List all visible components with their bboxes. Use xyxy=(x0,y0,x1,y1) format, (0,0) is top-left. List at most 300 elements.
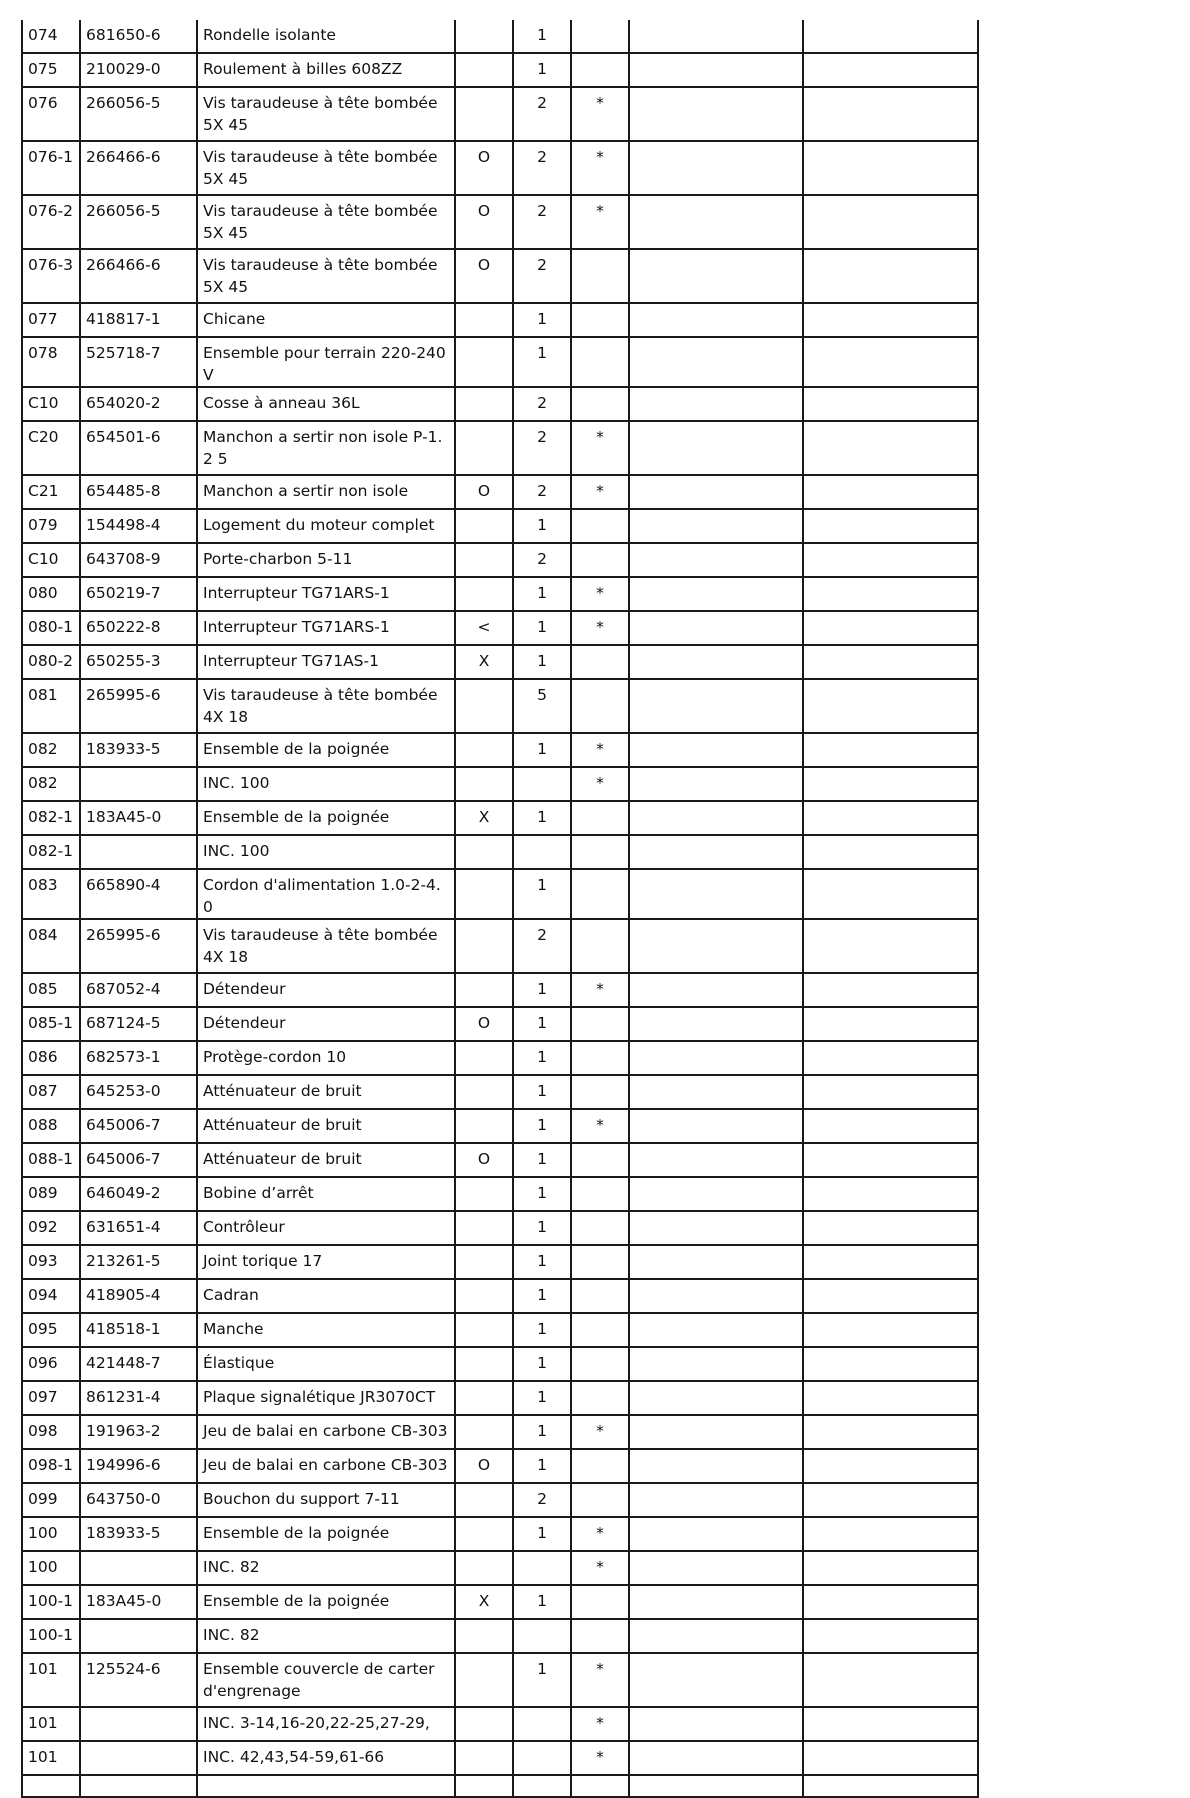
table-row xyxy=(22,1449,978,1483)
part-number-cell-text xyxy=(86,1742,191,1746)
blank-cell xyxy=(803,303,978,337)
note-cell-text xyxy=(577,1382,623,1386)
quantity-cell xyxy=(513,679,571,733)
item-number-cell-text: 080 xyxy=(28,584,58,602)
blank-cell xyxy=(629,1551,803,1585)
quantity-cell-text: 1 xyxy=(537,1592,547,1610)
description-cell-text: Atténuateur de bruit xyxy=(203,1150,362,1168)
item-number-cell-text: 081 xyxy=(28,686,58,704)
part-number-cell-text: 125524-6 xyxy=(86,1660,161,1678)
note-cell-text xyxy=(577,544,623,548)
blank-cell xyxy=(803,1177,978,1211)
item-number-cell-text: 100-1 xyxy=(28,1626,74,1644)
blank-cell xyxy=(803,1619,978,1653)
blank-cell xyxy=(629,141,803,195)
table-row xyxy=(22,1585,978,1619)
note-cell xyxy=(571,509,629,543)
table-row xyxy=(22,53,978,87)
blank-cell xyxy=(629,679,803,733)
part-number-cell xyxy=(80,1483,197,1517)
part-number-cell-text: 421448-7 xyxy=(86,1354,161,1372)
quantity-cell xyxy=(513,1347,571,1381)
option-cell-text xyxy=(461,1348,507,1352)
quantity-cell xyxy=(513,1551,571,1585)
description-cell-text: Logement du moteur complet xyxy=(203,516,435,534)
note-cell xyxy=(571,1741,629,1775)
blank-cell xyxy=(803,1245,978,1279)
option-cell-text xyxy=(461,388,507,392)
quantity-cell xyxy=(513,733,571,767)
item-number-cell xyxy=(22,1279,80,1313)
description-cell xyxy=(197,733,455,767)
item-number-cell xyxy=(22,1245,80,1279)
parts-list-sheet xyxy=(21,20,977,1766)
blank-cell xyxy=(629,645,803,679)
quantity-cell-text: 2 xyxy=(537,202,547,220)
note-cell-text xyxy=(577,338,623,342)
blank-cell xyxy=(803,543,978,577)
description-cell xyxy=(197,1347,455,1381)
part-number-cell xyxy=(80,1177,197,1211)
blank-cell xyxy=(803,1109,978,1143)
part-number-cell-text: 525718-7 xyxy=(86,344,161,362)
blank-cell xyxy=(629,1211,803,1245)
quantity-cell xyxy=(513,1177,571,1211)
part-number-cell xyxy=(80,1381,197,1415)
note-cell-text: * xyxy=(596,980,604,998)
note-cell-text xyxy=(577,1042,623,1046)
part-number-cell xyxy=(80,1109,197,1143)
quantity-cell xyxy=(513,973,571,1007)
table-row xyxy=(22,475,978,509)
item-number-cell xyxy=(22,733,80,767)
description-cell-text: INC. 82 xyxy=(203,1626,260,1644)
quantity-cell xyxy=(513,1619,571,1653)
quantity-cell xyxy=(513,1143,571,1177)
description-cell-text: Contrôleur xyxy=(203,1218,285,1236)
note-cell xyxy=(571,1653,629,1707)
option-cell xyxy=(455,869,513,919)
table-row xyxy=(22,679,978,733)
description-cell xyxy=(197,53,455,87)
item-number-cell xyxy=(22,1313,80,1347)
note-cell-text xyxy=(577,646,623,650)
part-number-cell xyxy=(80,1211,197,1245)
quantity-cell-text: 1 xyxy=(537,808,547,826)
description-cell xyxy=(197,1707,455,1741)
option-cell xyxy=(455,1381,513,1415)
table-row xyxy=(22,1415,978,1449)
blank-cell xyxy=(80,1775,197,1797)
option-cell-text: O xyxy=(477,256,491,274)
quantity-cell xyxy=(513,141,571,195)
table-row xyxy=(22,1551,978,1585)
quantity-cell xyxy=(513,1041,571,1075)
table-row xyxy=(22,1381,978,1415)
note-cell xyxy=(571,1483,629,1517)
part-number-cell-text: 654501-6 xyxy=(86,428,161,446)
description-cell-text: Interrupteur TG71ARS-1 xyxy=(203,584,390,602)
blank-cell xyxy=(803,1415,978,1449)
blank-cell xyxy=(803,1449,978,1483)
quantity-cell-text: 1 xyxy=(537,980,547,998)
option-cell-text xyxy=(461,1484,507,1488)
blank-cell xyxy=(629,1653,803,1707)
quantity-cell-text: 1 xyxy=(537,26,547,44)
item-number-cell-text: 084 xyxy=(28,926,58,944)
part-number-cell-text: 681650-6 xyxy=(86,26,161,44)
item-number-cell xyxy=(22,1041,80,1075)
blank-cell xyxy=(629,1707,803,1741)
description-cell xyxy=(197,919,455,973)
item-number-cell xyxy=(22,303,80,337)
note-cell-text: * xyxy=(596,202,604,220)
option-cell xyxy=(455,195,513,249)
note-cell xyxy=(571,1585,629,1619)
part-number-cell-text: 654020-2 xyxy=(86,394,161,412)
part-number-cell xyxy=(80,543,197,577)
option-cell xyxy=(455,1619,513,1653)
blank-cell xyxy=(803,1041,978,1075)
item-number-cell xyxy=(22,767,80,801)
quantity-cell-text: 1 xyxy=(537,1388,547,1406)
part-number-cell-text: 682573-1 xyxy=(86,1048,161,1066)
description-cell xyxy=(197,1449,455,1483)
description-cell-text: INC. 100 xyxy=(203,774,270,792)
blank-cell xyxy=(803,611,978,645)
table-row xyxy=(22,577,978,611)
note-cell xyxy=(571,767,629,801)
note-cell xyxy=(571,733,629,767)
note-cell xyxy=(571,973,629,1007)
description-cell-text: INC. 82 xyxy=(203,1558,260,1576)
item-number-cell-text: 099 xyxy=(28,1490,58,1508)
option-cell-text xyxy=(461,54,507,58)
quantity-cell-text: 1 xyxy=(537,516,547,534)
part-number-cell xyxy=(80,835,197,869)
blank-cell xyxy=(803,1279,978,1313)
item-number-cell xyxy=(22,1619,80,1653)
item-number-cell-text: 096 xyxy=(28,1354,58,1372)
item-number-cell xyxy=(22,973,80,1007)
quantity-cell-text xyxy=(519,768,565,772)
quantity-cell-text: 1 xyxy=(537,1660,547,1678)
table-row xyxy=(22,87,978,141)
blank-cell xyxy=(803,421,978,475)
part-number-cell xyxy=(80,801,197,835)
note-cell-text: * xyxy=(596,618,604,636)
item-number-cell-text: 092 xyxy=(28,1218,58,1236)
part-number-cell-text xyxy=(86,1708,191,1712)
item-number-cell-text: 087 xyxy=(28,1082,58,1100)
item-number-cell xyxy=(22,1585,80,1619)
blank-cell xyxy=(629,1741,803,1775)
option-cell-text xyxy=(461,870,507,874)
option-cell xyxy=(455,767,513,801)
option-cell xyxy=(455,303,513,337)
item-number-cell-text: 082 xyxy=(28,774,58,792)
quantity-cell-text: 2 xyxy=(537,926,547,944)
option-cell xyxy=(455,1211,513,1245)
item-number-cell xyxy=(22,1211,80,1245)
note-cell xyxy=(571,1551,629,1585)
description-cell xyxy=(197,1741,455,1775)
note-cell-text xyxy=(577,20,623,24)
item-number-cell-text: 098-1 xyxy=(28,1456,74,1474)
table-row xyxy=(22,1041,978,1075)
note-cell xyxy=(571,337,629,387)
item-number-cell-text: 076-2 xyxy=(28,202,74,220)
blank-cell xyxy=(629,475,803,509)
quantity-cell-text xyxy=(519,1742,565,1746)
option-cell xyxy=(455,577,513,611)
table-row xyxy=(22,20,978,53)
note-cell-text xyxy=(577,1314,623,1318)
option-cell xyxy=(455,645,513,679)
blank-cell xyxy=(803,733,978,767)
table-row xyxy=(22,611,978,645)
note-cell xyxy=(571,1707,629,1741)
quantity-cell-text: 1 xyxy=(537,1320,547,1338)
parts-table-body xyxy=(22,20,978,1797)
part-number-cell-text: 183A45-0 xyxy=(86,808,162,826)
table-row xyxy=(22,973,978,1007)
blank-cell xyxy=(803,1381,978,1415)
item-number-cell-text: 076-1 xyxy=(28,148,74,166)
quantity-cell-text: 1 xyxy=(537,1422,547,1440)
option-cell-text xyxy=(461,680,507,684)
part-number-cell-text: 418817-1 xyxy=(86,310,161,328)
description-cell-text: Ensemble de la poignée xyxy=(203,740,390,758)
part-number-cell xyxy=(80,1041,197,1075)
table-row xyxy=(22,337,978,387)
option-cell-text xyxy=(461,836,507,840)
blank-cell xyxy=(803,249,978,303)
note-cell xyxy=(571,53,629,87)
part-number-cell xyxy=(80,141,197,195)
blank-cell xyxy=(803,1775,978,1797)
option-cell-text xyxy=(461,920,507,924)
blank-cell xyxy=(629,1007,803,1041)
blank-cell xyxy=(803,767,978,801)
description-cell-text: Vis taraudeuse à tête bombée 5X 45 xyxy=(203,148,438,188)
note-cell-text: * xyxy=(596,740,604,758)
quantity-cell xyxy=(513,1707,571,1741)
note-cell-text xyxy=(577,510,623,514)
part-number-cell-text: 645253-0 xyxy=(86,1082,161,1100)
part-number-cell-text: 645006-7 xyxy=(86,1116,161,1134)
description-cell xyxy=(197,1143,455,1177)
option-cell xyxy=(455,1143,513,1177)
item-number-cell xyxy=(22,421,80,475)
note-cell xyxy=(571,303,629,337)
note-cell-text: * xyxy=(596,1748,604,1766)
part-number-cell xyxy=(80,679,197,733)
description-cell-text: Cadran xyxy=(203,1286,259,1304)
part-number-cell-text: 266056-5 xyxy=(86,202,161,220)
description-cell-text: Plaque signalétique JR3070CT xyxy=(203,1388,436,1406)
part-number-cell-text: 194996-6 xyxy=(86,1456,161,1474)
part-number-cell-text: 650222-8 xyxy=(86,618,161,636)
table-row xyxy=(22,1619,978,1653)
note-cell-text xyxy=(577,1280,623,1284)
blank-cell xyxy=(629,509,803,543)
quantity-cell-text: 2 xyxy=(537,1490,547,1508)
item-number-cell-text: 082 xyxy=(28,740,58,758)
option-cell xyxy=(455,1415,513,1449)
description-cell xyxy=(197,1109,455,1143)
option-cell xyxy=(455,87,513,141)
table-row xyxy=(22,835,978,869)
item-number-cell-text: 079 xyxy=(28,516,58,534)
note-cell xyxy=(571,475,629,509)
note-cell-text xyxy=(577,1620,623,1624)
quantity-cell xyxy=(513,543,571,577)
part-number-cell xyxy=(80,1313,197,1347)
part-number-cell xyxy=(80,1415,197,1449)
note-cell xyxy=(571,1449,629,1483)
quantity-cell-text: 5 xyxy=(537,686,547,704)
part-number-cell-text xyxy=(86,768,191,772)
description-cell xyxy=(197,679,455,733)
quantity-cell-text: 1 xyxy=(537,1524,547,1542)
description-cell-text: Cosse à anneau 36L xyxy=(203,394,360,412)
quantity-cell-text: 2 xyxy=(537,550,547,568)
description-cell-text: Protège-cordon 10 xyxy=(203,1048,347,1066)
part-number-cell xyxy=(80,1585,197,1619)
blank-cell xyxy=(629,1177,803,1211)
table-row xyxy=(22,421,978,475)
part-number-cell-text: 266466-6 xyxy=(86,148,161,166)
description-cell xyxy=(197,87,455,141)
note-cell xyxy=(571,1347,629,1381)
item-number-cell xyxy=(22,1347,80,1381)
description-cell xyxy=(197,1075,455,1109)
option-cell-text xyxy=(461,1708,507,1712)
note-cell xyxy=(571,1109,629,1143)
quantity-cell-text: 2 xyxy=(537,394,547,412)
option-cell xyxy=(455,337,513,387)
description-cell-text: Vis taraudeuse à tête bombée 4X 18 xyxy=(203,926,438,966)
description-cell xyxy=(197,869,455,919)
part-number-cell-text: 631651-4 xyxy=(86,1218,161,1236)
note-cell xyxy=(571,1279,629,1313)
item-number-cell-text: 076 xyxy=(28,94,58,112)
description-cell-text: Bouchon du support 7-11 xyxy=(203,1490,400,1508)
description-cell xyxy=(197,1551,455,1585)
table-row xyxy=(22,141,978,195)
table-row xyxy=(22,1707,978,1741)
quantity-cell-text: 1 xyxy=(537,1116,547,1134)
blank-cell xyxy=(629,543,803,577)
blank-cell xyxy=(629,973,803,1007)
quantity-cell xyxy=(513,249,571,303)
blank-cell xyxy=(629,919,803,973)
part-number-cell-text: 687052-4 xyxy=(86,980,161,998)
note-cell-text: * xyxy=(596,482,604,500)
item-number-cell-text: 088-1 xyxy=(28,1150,74,1168)
option-cell xyxy=(455,1075,513,1109)
part-number-cell xyxy=(80,577,197,611)
quantity-cell-text xyxy=(519,836,565,840)
description-cell xyxy=(197,1415,455,1449)
note-cell xyxy=(571,679,629,733)
option-cell-text: X xyxy=(478,808,490,826)
description-cell xyxy=(197,1007,455,1041)
blank-cell xyxy=(803,577,978,611)
note-cell-text: * xyxy=(596,94,604,112)
blank-cell xyxy=(803,1585,978,1619)
quantity-cell xyxy=(513,1279,571,1313)
table-row xyxy=(22,303,978,337)
blank-cell xyxy=(803,337,978,387)
note-cell-text xyxy=(577,802,623,806)
description-cell-text: Jeu de balai en carbone CB-303 xyxy=(203,1456,448,1474)
description-cell-text: Ensemble de la poignée xyxy=(203,1524,390,1542)
table-row xyxy=(22,1517,978,1551)
blank-cell xyxy=(803,645,978,679)
note-cell-text: * xyxy=(596,774,604,792)
note-cell-text xyxy=(577,1586,623,1590)
item-number-cell xyxy=(22,1517,80,1551)
note-cell xyxy=(571,1143,629,1177)
note-cell xyxy=(571,801,629,835)
quantity-cell xyxy=(513,611,571,645)
item-number-cell-text: 101 xyxy=(28,1660,58,1678)
item-number-cell xyxy=(22,919,80,973)
note-cell-text: * xyxy=(596,584,604,602)
quantity-cell-text xyxy=(519,1552,565,1556)
blank-cell xyxy=(629,767,803,801)
quantity-cell xyxy=(513,1483,571,1517)
table-row xyxy=(22,1741,978,1775)
item-number-cell xyxy=(22,53,80,87)
note-cell-text xyxy=(577,1144,623,1148)
option-cell xyxy=(455,1585,513,1619)
item-number-cell-text: 100 xyxy=(28,1524,58,1542)
option-cell-text xyxy=(461,1382,507,1386)
table-row xyxy=(22,1007,978,1041)
description-cell-text: Vis taraudeuse à tête bombée 5X 45 xyxy=(203,256,438,296)
option-cell-text xyxy=(461,1416,507,1420)
blank-cell xyxy=(803,1517,978,1551)
blank-cell xyxy=(629,195,803,249)
table-row xyxy=(22,1143,978,1177)
part-number-cell xyxy=(80,1551,197,1585)
quantity-cell xyxy=(513,421,571,475)
note-cell xyxy=(571,141,629,195)
quantity-cell xyxy=(513,1211,571,1245)
blank-cell xyxy=(629,1449,803,1483)
item-number-cell-text: 100-1 xyxy=(28,1592,74,1610)
blank-cell xyxy=(629,249,803,303)
part-number-cell-text: 665890-4 xyxy=(86,876,161,894)
blank-cell xyxy=(803,1707,978,1741)
table-row xyxy=(22,767,978,801)
part-number-cell-text: 213261-5 xyxy=(86,1252,161,1270)
quantity-cell xyxy=(513,1075,571,1109)
item-number-cell-text: 098 xyxy=(28,1422,58,1440)
item-number-cell xyxy=(22,337,80,387)
item-number-cell xyxy=(22,1007,80,1041)
table-row xyxy=(22,195,978,249)
option-cell-text xyxy=(461,1314,507,1318)
description-cell xyxy=(197,1619,455,1653)
option-cell-text xyxy=(461,1042,507,1046)
item-number-cell xyxy=(22,1109,80,1143)
part-number-cell-text: 687124-5 xyxy=(86,1014,161,1032)
note-cell-text xyxy=(577,1348,623,1352)
